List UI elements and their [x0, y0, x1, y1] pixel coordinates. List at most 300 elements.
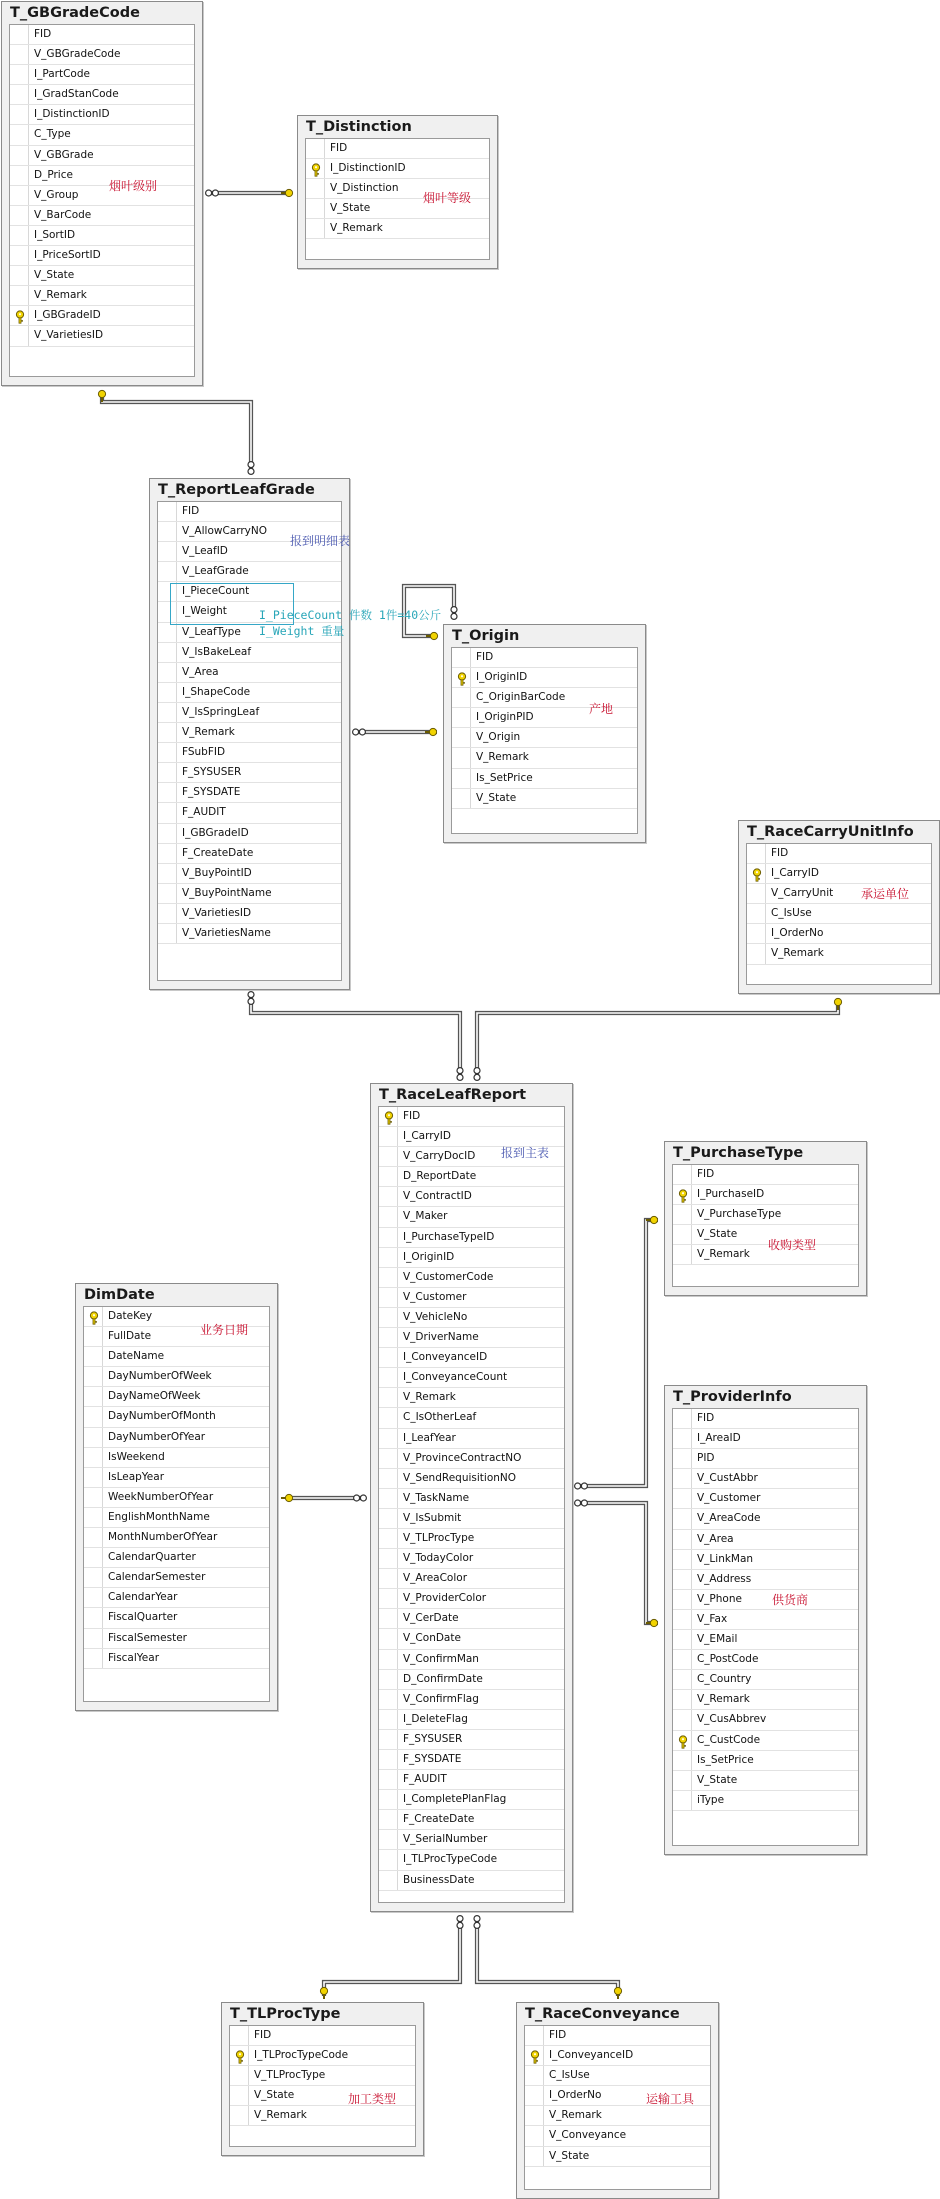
column-name: C_IsUse: [771, 907, 812, 920]
column-name: I_LeafYear: [403, 1431, 456, 1444]
column-name: I_PieceCount: [182, 585, 250, 598]
column-name: V_State: [476, 791, 517, 804]
column-row[interactable]: [10, 206, 194, 226]
column-row[interactable]: [379, 1328, 564, 1348]
note-racecarryunitinfo: 承运单位: [861, 887, 910, 901]
infinity-icon: [474, 1916, 480, 1929]
row-selector: [84, 1347, 103, 1366]
column-name: V_PurchaseType: [697, 1208, 782, 1221]
row-selector: [379, 1569, 398, 1588]
column-row[interactable]: [10, 246, 194, 266]
column-row[interactable]: [230, 2066, 415, 2086]
column-row[interactable]: [379, 1609, 564, 1629]
column-list: [9, 24, 195, 377]
column-row[interactable]: [84, 1488, 269, 1508]
table-t-tlproctype[interactable]: [221, 2002, 424, 2156]
column-row[interactable]: [158, 723, 341, 743]
column-row[interactable]: [673, 1429, 858, 1449]
row-selector: [379, 1248, 398, 1267]
column-name: V_IsSpringLeaf: [182, 705, 260, 718]
column-row[interactable]: [158, 502, 341, 522]
column-row[interactable]: [673, 1409, 858, 1429]
column-row[interactable]: [673, 1509, 858, 1529]
column-row[interactable]: [158, 844, 341, 864]
row-selector: [379, 1147, 398, 1166]
column-name: C_OriginBarCode: [476, 691, 566, 704]
row-selector: [379, 1670, 398, 1689]
table-t-raceleafreport[interactable]: [370, 1083, 573, 1912]
column-name: V_State: [254, 2089, 295, 2102]
column-row[interactable]: [158, 824, 341, 844]
column-row[interactable]: [158, 663, 341, 683]
column-row[interactable]: [10, 306, 194, 326]
column-name: C_Type: [34, 128, 71, 141]
column-row[interactable]: [747, 924, 931, 944]
column-row[interactable]: [452, 728, 637, 748]
column-name: V_Area: [697, 1532, 734, 1545]
column-row[interactable]: [379, 1710, 564, 1730]
column-row[interactable]: [673, 1489, 858, 1509]
column-name: PID: [697, 1452, 715, 1465]
row-selector: [379, 1650, 398, 1669]
column-row[interactable]: [158, 783, 341, 803]
column-name: I_ConveyanceID: [403, 1351, 488, 1364]
column-name: F_CreateDate: [403, 1813, 475, 1826]
column-row[interactable]: [379, 1670, 564, 1690]
column-row[interactable]: [747, 864, 931, 884]
column-row[interactable]: [379, 1529, 564, 1549]
column-list: [157, 501, 345, 981]
row-selector: [379, 1207, 398, 1226]
column-row[interactable]: [379, 1207, 564, 1227]
column-row[interactable]: [673, 1670, 858, 1690]
column-row[interactable]: [673, 1550, 858, 1570]
column-row[interactable]: [673, 1469, 858, 1489]
row-selector: [10, 266, 29, 285]
column-row[interactable]: [673, 1570, 858, 1590]
column-row[interactable]: [10, 166, 194, 186]
column-row[interactable]: [84, 1608, 269, 1628]
column-row[interactable]: [84, 1428, 269, 1448]
column-row[interactable]: [84, 1568, 269, 1588]
column-name: IsWeekend: [108, 1450, 165, 1463]
infinity-icon: [206, 190, 219, 196]
column-row[interactable]: [379, 1429, 564, 1449]
column-row[interactable]: [379, 1469, 564, 1489]
column-name: iType: [697, 1793, 725, 1806]
column-row[interactable]: [158, 884, 341, 904]
column-row[interactable]: [158, 803, 341, 823]
row-selector: [158, 824, 177, 843]
column-name: F_SYSDATE: [403, 1753, 462, 1765]
column-name: C_PostCode: [697, 1653, 759, 1666]
column-name: V_DriverName: [403, 1331, 479, 1344]
column-name: Is_SetPrice: [476, 771, 533, 784]
column-name: V_CarryUnit: [771, 887, 834, 900]
row-selector: [379, 1308, 398, 1327]
column-name: V_CerDate: [403, 1612, 459, 1625]
column-row[interactable]: [84, 1387, 269, 1407]
row-selector: [158, 663, 177, 682]
column-row[interactable]: [379, 1871, 564, 1891]
column-row[interactable]: [379, 1730, 564, 1750]
column-row[interactable]: [379, 1549, 564, 1569]
row-selector: [158, 623, 177, 642]
column-row[interactable]: [525, 2147, 710, 2167]
column-row[interactable]: [525, 2126, 710, 2146]
column-row[interactable]: [673, 1751, 858, 1771]
column-row[interactable]: [84, 1468, 269, 1488]
column-row[interactable]: [158, 763, 341, 783]
row-selector: [452, 648, 471, 667]
column-row[interactable]: [379, 1629, 564, 1649]
column-row[interactable]: [379, 1690, 564, 1710]
column-name: V_TLProcType: [403, 1531, 475, 1544]
column-row[interactable]: [10, 25, 194, 45]
column-row[interactable]: [84, 1508, 269, 1528]
column-row[interactable]: [747, 904, 931, 924]
column-row[interactable]: [158, 743, 341, 763]
column-name: V_Remark: [403, 1391, 456, 1404]
column-name: V_VehicleNo: [403, 1310, 468, 1323]
column-row[interactable]: [379, 1228, 564, 1248]
column-name: EnglishMonthName: [108, 1510, 210, 1523]
column-row[interactable]: [84, 1367, 269, 1387]
row-selector: [84, 1568, 103, 1587]
column-row[interactable]: [306, 139, 489, 159]
column-row[interactable]: [673, 1185, 858, 1205]
column-row[interactable]: [673, 1225, 858, 1245]
row-selector: [673, 1590, 692, 1609]
column-name: I_ConveyanceID: [549, 2049, 634, 2062]
row-selector: [158, 803, 177, 822]
column-row[interactable]: [379, 1509, 564, 1529]
key-icon: [677, 1734, 689, 1748]
column-name: DayNameOfWeek: [108, 1390, 201, 1403]
column-row[interactable]: [84, 1649, 269, 1669]
row-selector: [673, 1630, 692, 1649]
table-title: T_TLProcType: [230, 2006, 341, 2022]
row-selector: [379, 1268, 398, 1287]
column-row[interactable]: [379, 1790, 564, 1810]
column-name: V_BuyPointID: [182, 866, 252, 879]
column-name: I_CarryID: [403, 1130, 451, 1143]
row-selector: [158, 502, 177, 521]
column-name: FullDate: [108, 1330, 152, 1343]
column-name: V_Remark: [182, 726, 235, 739]
column-row[interactable]: [525, 2026, 710, 2046]
column-row[interactable]: [158, 683, 341, 703]
row-selector: [158, 904, 177, 923]
column-name: I_CarryID: [771, 867, 819, 880]
column-name: V_Address: [697, 1572, 752, 1585]
note-raceconveyance: 运输工具: [646, 2092, 695, 2106]
column-row[interactable]: [452, 769, 637, 789]
column-row[interactable]: [10, 226, 194, 246]
column-row[interactable]: [379, 1650, 564, 1670]
row-selector: [379, 1328, 398, 1347]
column-name: CalendarQuarter: [108, 1551, 196, 1564]
column-row[interactable]: [230, 2106, 415, 2126]
table-title: T_RaceConveyance: [525, 2006, 680, 2022]
column-row[interactable]: [10, 125, 194, 145]
row-selector: [84, 1468, 103, 1487]
table-t-gbgradecode[interactable]: [1, 1, 203, 386]
column-row[interactable]: [747, 944, 931, 964]
column-row[interactable]: [673, 1205, 858, 1225]
row-selector: [84, 1588, 103, 1607]
row-selector: [379, 1850, 398, 1869]
column-row[interactable]: [158, 643, 341, 663]
column-name: V_TLProcType: [254, 2069, 326, 2082]
column-name: V_Remark: [330, 222, 383, 235]
row-selector: [379, 1489, 398, 1508]
column-row[interactable]: [230, 2046, 415, 2066]
column-row[interactable]: [379, 1589, 564, 1609]
link-raceleafreport-purchasetype: [580, 1220, 658, 1486]
row-selector: [84, 1528, 103, 1547]
column-row[interactable]: [84, 1407, 269, 1427]
column-row[interactable]: [673, 1590, 858, 1610]
column-row[interactable]: [673, 1710, 858, 1730]
column-name: F_CreateDate: [182, 846, 254, 859]
key-endpoint-icon: [320, 1987, 327, 1999]
row-selector: [379, 1429, 398, 1448]
column-name: I_ConveyanceCount: [403, 1371, 508, 1384]
table-t-origin[interactable]: [443, 624, 646, 843]
row-selector: [10, 45, 29, 64]
column-name: DayNumberOfYear: [108, 1430, 206, 1443]
infinity-icon: [457, 1916, 463, 1929]
column-list: [83, 1306, 270, 1702]
column-name: V_VarietiesID: [182, 906, 252, 919]
column-name: V_LeafID: [182, 545, 228, 558]
table-t-providerinfo[interactable]: [664, 1385, 867, 1855]
row-selector: [673, 1751, 692, 1770]
column-name: DateKey: [108, 1310, 153, 1322]
column-name: I_PartCode: [34, 68, 90, 81]
column-row[interactable]: [379, 1408, 564, 1428]
column-row[interactable]: [10, 105, 194, 125]
column-row[interactable]: [452, 648, 637, 668]
table-title: T_Distinction: [306, 119, 412, 135]
column-row[interactable]: [158, 703, 341, 723]
column-row[interactable]: [673, 1165, 858, 1185]
column-row[interactable]: [84, 1528, 269, 1548]
note-providerinfo: 供货商: [772, 1593, 809, 1607]
column-row[interactable]: [673, 1610, 858, 1630]
column-row[interactable]: [379, 1368, 564, 1388]
column-name: I_DistinctionID: [34, 108, 110, 121]
row-selector: [673, 1710, 692, 1729]
column-row[interactable]: [452, 748, 637, 768]
column-name: V_SendRequisitionNO: [403, 1471, 517, 1484]
column-row[interactable]: [158, 924, 341, 944]
column-row[interactable]: [673, 1245, 858, 1265]
column-name: I_OrderNo: [771, 927, 824, 940]
column-row[interactable]: [379, 1449, 564, 1469]
row-selector: [230, 2066, 249, 2085]
row-selector: [84, 1608, 103, 1627]
row-selector: [84, 1428, 103, 1447]
column-name: FID: [403, 1110, 421, 1122]
link-racecarryunitinfo-raceleafreport: [477, 1002, 838, 1077]
note-tlproctype: 加工类型: [348, 2092, 397, 2106]
column-row[interactable]: [747, 844, 931, 864]
column-name: I_DeleteFlag: [403, 1712, 468, 1725]
column-row[interactable]: [158, 864, 341, 884]
column-row[interactable]: [84, 1548, 269, 1568]
table-t-purchasetype[interactable]: [664, 1141, 867, 1296]
column-name: C_Country: [697, 1673, 752, 1686]
column-name: IsLeapYear: [108, 1470, 165, 1483]
row-selector: [10, 226, 29, 245]
row-selector: [306, 179, 325, 198]
column-row[interactable]: [10, 326, 194, 346]
infinity-icon: [575, 1483, 588, 1489]
column-row[interactable]: [379, 1288, 564, 1308]
column-row[interactable]: [525, 2066, 710, 2086]
column-row[interactable]: [379, 1107, 564, 1127]
column-row[interactable]: [379, 1348, 564, 1368]
column-row[interactable]: [379, 1770, 564, 1790]
column-row[interactable]: [525, 2106, 710, 2126]
key-icon: [88, 1310, 100, 1324]
column-list: [451, 647, 638, 834]
column-row[interactable]: [673, 1449, 858, 1469]
row-selector: [379, 1408, 398, 1427]
column-name: V_GBGrade: [34, 148, 94, 161]
column-row[interactable]: [84, 1347, 269, 1367]
column-row[interactable]: [10, 266, 194, 286]
row-selector: [84, 1367, 103, 1386]
row-selector: [158, 743, 177, 762]
column-row[interactable]: [673, 1630, 858, 1650]
column-name: V_TaskName: [403, 1491, 470, 1504]
row-selector: [84, 1407, 103, 1426]
column-name: V_Remark: [697, 1248, 750, 1261]
table-title: T_GBGradeCode: [10, 5, 140, 21]
column-row[interactable]: [673, 1690, 858, 1710]
row-selector: [747, 924, 766, 943]
column-row[interactable]: [379, 1187, 564, 1207]
column-name: DateName: [108, 1350, 165, 1363]
row-selector: [673, 1165, 692, 1184]
column-name: FID: [330, 142, 348, 154]
column-row[interactable]: [452, 789, 637, 809]
column-row[interactable]: [158, 904, 341, 924]
row-selector: [747, 904, 766, 923]
column-row[interactable]: [158, 562, 341, 582]
column-name: V_Remark: [771, 947, 824, 960]
row-selector: [158, 723, 177, 742]
column-row[interactable]: [673, 1771, 858, 1791]
key-icon: [234, 2049, 246, 2063]
column-row[interactable]: [10, 85, 194, 105]
column-row[interactable]: [525, 2046, 710, 2066]
table-t-racecarryunitinfo[interactable]: [738, 820, 940, 994]
column-row[interactable]: [379, 1248, 564, 1268]
row-selector: [10, 326, 29, 345]
column-row[interactable]: [379, 1268, 564, 1288]
column-row[interactable]: [379, 1167, 564, 1187]
column-row[interactable]: [379, 1569, 564, 1589]
key-icon: [751, 867, 763, 881]
column-row[interactable]: [84, 1629, 269, 1649]
column-row[interactable]: [84, 1448, 269, 1468]
column-row[interactable]: [379, 1830, 564, 1850]
row-selector: [10, 65, 29, 84]
key-endpoint-icon: [646, 1619, 658, 1626]
row-selector: [158, 884, 177, 903]
row-selector: [379, 1629, 398, 1648]
column-row[interactable]: [379, 1750, 564, 1770]
infinity-icon: [248, 462, 254, 475]
column-row[interactable]: [306, 219, 489, 239]
row-selector: [747, 884, 766, 903]
row-selector: [379, 1368, 398, 1387]
column-list: [378, 1106, 565, 1903]
column-row[interactable]: [230, 2026, 415, 2046]
column-name: V_Maker: [403, 1210, 448, 1223]
column-name: CalendarSemester: [108, 1571, 206, 1584]
column-row[interactable]: [10, 186, 194, 206]
table-t-reportleafgrade[interactable]: [149, 478, 350, 990]
column-row[interactable]: [379, 1388, 564, 1408]
column-row[interactable]: [379, 1850, 564, 1870]
table-title: T_ProviderInfo: [673, 1389, 792, 1405]
row-selector: [158, 562, 177, 581]
column-row[interactable]: [452, 668, 637, 688]
column-row[interactable]: [379, 1810, 564, 1830]
key-icon: [310, 162, 322, 176]
row-selector: [379, 1187, 398, 1206]
row-selector: [379, 1469, 398, 1488]
row-selector: [84, 1548, 103, 1567]
column-row[interactable]: [673, 1530, 858, 1550]
row-selector: [379, 1770, 398, 1789]
column-name: FiscalSemester: [108, 1631, 187, 1644]
column-row[interactable]: [10, 286, 194, 306]
column-row[interactable]: [10, 65, 194, 85]
infinity-icon: [248, 992, 254, 1005]
column-name: V_CusAbbrev: [697, 1713, 767, 1726]
column-name: V_IsBakeLeaf: [182, 645, 252, 658]
column-name: FID: [549, 2029, 567, 2041]
column-row[interactable]: [673, 1791, 858, 1811]
column-name: I_DistinctionID: [330, 162, 406, 175]
column-name: I_OriginID: [403, 1250, 455, 1263]
row-selector: [158, 522, 177, 541]
table-dimdate[interactable]: [75, 1283, 278, 1711]
column-row[interactable]: [673, 1650, 858, 1670]
table-title: T_Origin: [452, 628, 520, 644]
column-row[interactable]: [379, 1489, 564, 1509]
column-row[interactable]: [10, 45, 194, 65]
column-row[interactable]: [673, 1731, 858, 1751]
key-endpoint-icon: [426, 632, 438, 639]
key-endpoint-icon: [281, 189, 293, 196]
column-name: V_State: [697, 1228, 738, 1241]
column-row[interactable]: [306, 159, 489, 179]
column-name: FID: [182, 505, 200, 517]
column-name: V_AreaCode: [697, 1512, 761, 1525]
column-name: I_OriginID: [476, 671, 528, 684]
row-selector: [379, 1288, 398, 1307]
column-row[interactable]: [379, 1308, 564, 1328]
column-row[interactable]: [10, 146, 194, 166]
column-row[interactable]: [84, 1588, 269, 1608]
